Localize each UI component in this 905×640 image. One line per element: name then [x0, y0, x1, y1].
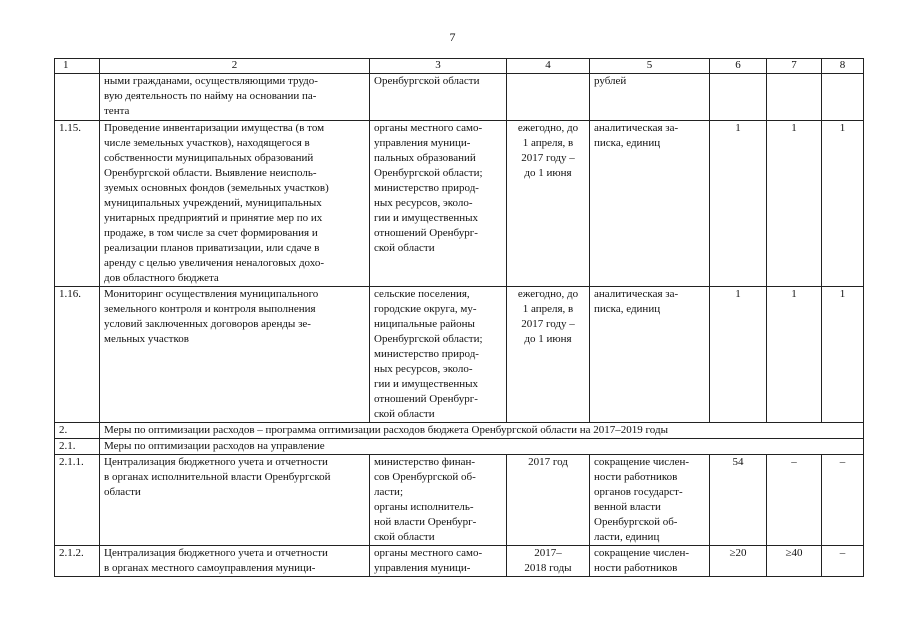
value-2018: [767, 74, 822, 121]
item-number: 2.1.: [55, 439, 100, 455]
deadline: ежегодно, до 1 апреля, в 2017 году – до 1 июня: [507, 121, 590, 287]
deadline: 2017– 2018 годы: [507, 546, 590, 577]
column-header: 3: [370, 59, 507, 74]
value-2018: –: [767, 455, 822, 546]
responsible-executor: органы местного само- управления муници- пальных образований Оренбургской области; министерство природ- ных ресурсов, эколо- гии и имущественных отношений Оренбург- ской области: [370, 121, 507, 287]
value-2017: 1: [710, 121, 767, 287]
column-header: 7: [767, 59, 822, 74]
measure-description: ными гражданами, осуществляющими трудо- вую деятельность по найму на основании па- тента: [100, 74, 370, 121]
value-2017: 1: [710, 287, 767, 423]
value-2019: –: [822, 455, 864, 546]
deadline: ежегодно, до 1 апреля, в 2017 году – до 1 июня: [507, 287, 590, 423]
value-2019: [822, 74, 864, 121]
section-row: [55, 439, 864, 455]
column-header: 2: [100, 59, 370, 74]
value-2019: 1: [822, 287, 864, 423]
item-number: 1.15.: [55, 121, 100, 287]
page-number: 7: [449, 30, 456, 44]
table-row: [55, 455, 864, 546]
item-number: 2.1.1.: [55, 455, 100, 546]
responsible-executor: министерство финан- сов Оренбургской об- ласти; органы исполнитель- ной власти Оренбург- ской области: [370, 455, 507, 546]
target-indicator: аналитическая за- писка, единиц: [590, 121, 710, 287]
item-number: [55, 74, 100, 121]
section-row: [55, 423, 864, 439]
value-2018: 1: [767, 287, 822, 423]
responsible-executor: Оренбургской области: [370, 74, 507, 121]
column-header: 4: [507, 59, 590, 74]
table-row: [55, 546, 864, 577]
measures-table: [54, 58, 864, 577]
measure-description: Мониторинг осуществления муниципального земельного контроля и контроля выполнения условий заключенных договоров аренды зе- мельных участков: [100, 287, 370, 423]
table-row: [55, 287, 864, 423]
responsible-executor: органы местного само- управления муници-: [370, 546, 507, 577]
column-header: 6: [710, 59, 767, 74]
value-2018: 1: [767, 121, 822, 287]
target-indicator: сокращение числен- ности работников: [590, 546, 710, 577]
target-indicator: рублей: [590, 74, 710, 121]
measure-description: Централизация бюджетного учета и отчетности в органах исполнительной власти Оренбургской области: [100, 455, 370, 546]
item-number: 2.: [55, 423, 100, 439]
value-2017: [710, 74, 767, 121]
value-2017: ≥20: [710, 546, 767, 577]
measure-description: Проведение инвентаризации имущества (в том числе земельных участков), находящегося в собственности муниципальных образований Оренбургской области. Выявление неисполь- зуемых основных фондов (земельных участков) муниципальных учреждений, муниципальных унитарных предприятий и принятие мер по их продаже, в том числе за счет формирования и реализации планов приватизации, или сдаче в аренду с целью увеличения неналоговых дохо- дов областного бюджета: [100, 121, 370, 287]
table-row: [55, 121, 864, 287]
deadline: 2017 год: [507, 455, 590, 546]
header-row: [55, 59, 864, 74]
value-2018: ≥40: [767, 546, 822, 577]
deadline: [507, 74, 590, 121]
value-2017: 54: [710, 455, 767, 546]
value-2019: –: [822, 546, 864, 577]
measure-description: Централизация бюджетного учета и отчетности в органах местного самоуправления муници-: [100, 546, 370, 577]
column-header: 8: [822, 59, 864, 74]
column-header: 5: [590, 59, 710, 74]
responsible-executor: сельские поселения, городские округа, му- ниципальные районы Оренбургской области; министерство природ- ных ресурсов, эколо- гии и имущественных отношений Оренбург- ской области: [370, 287, 507, 423]
table-row: [55, 74, 864, 121]
column-header: 1: [55, 59, 100, 74]
section-title: Меры по оптимизации расходов – программа оптимизации расходов бюджета Оренбургской области на 2017–2019 годы: [100, 423, 864, 439]
item-number: 2.1.2.: [55, 546, 100, 577]
item-number: 1.16.: [55, 287, 100, 423]
value-2019: 1: [822, 121, 864, 287]
target-indicator: аналитическая за- писка, единиц: [590, 287, 710, 423]
target-indicator: сокращение числен- ности работников органов государст- венной власти Оренбургской об- ласти, единиц: [590, 455, 710, 546]
section-title: Меры по оптимизации расходов на управление: [100, 439, 864, 455]
